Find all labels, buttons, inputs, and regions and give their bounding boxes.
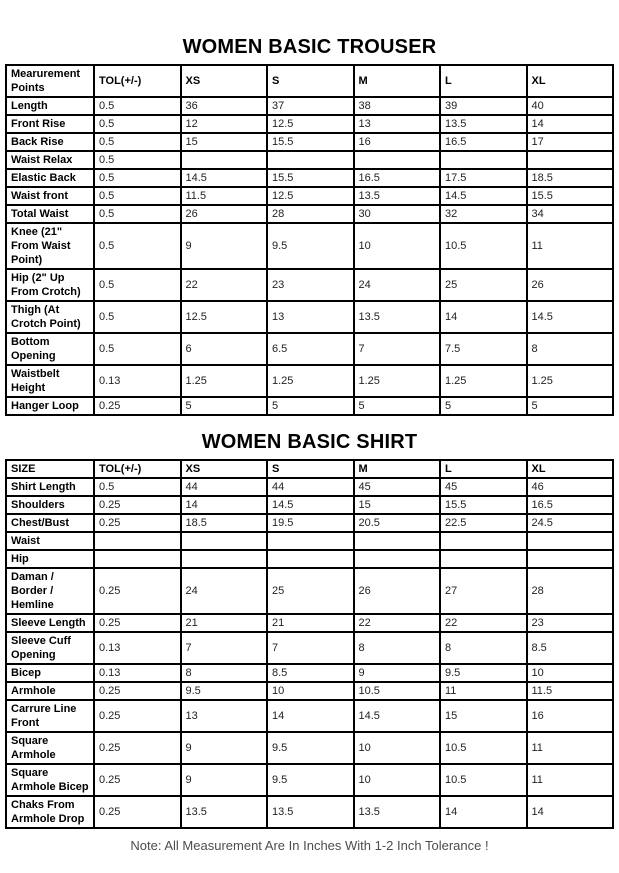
table-header-row: [6, 65, 613, 97]
value-cell: 0.25: [94, 614, 181, 632]
value-cell: 26: [527, 269, 614, 301]
value-cell: [440, 532, 527, 550]
value-cell: 32: [440, 205, 527, 223]
value-cell: 0.5: [94, 269, 181, 301]
row-label-cell: Waistbelt Height: [6, 365, 94, 397]
row-label-cell: Hip (2" Up From Crotch): [6, 269, 94, 301]
row-label-cell: Sleeve Length: [6, 614, 94, 632]
value-cell: 12: [181, 115, 268, 133]
value-cell: 13.5: [354, 796, 441, 828]
value-cell: 10: [354, 764, 441, 796]
value-cell: 25: [267, 568, 354, 614]
value-cell: 15.5: [527, 187, 614, 205]
value-cell: 0.5: [94, 97, 181, 115]
table-row: [6, 682, 613, 700]
value-cell: 14.5: [527, 301, 614, 333]
value-cell: 0.5: [94, 223, 181, 269]
value-cell: 37: [267, 97, 354, 115]
value-cell: [527, 550, 614, 568]
value-cell: 0.25: [94, 568, 181, 614]
value-cell: 21: [267, 614, 354, 632]
value-cell: 13.5: [181, 796, 268, 828]
value-cell: 24: [354, 269, 441, 301]
value-cell: 10.5: [440, 223, 527, 269]
value-cell: 15.5: [267, 169, 354, 187]
row-label-cell: Square Armhole: [6, 732, 94, 764]
table-row: [6, 550, 613, 568]
value-cell: 20.5: [354, 514, 441, 532]
value-cell: 10: [527, 664, 614, 682]
value-cell: 24: [181, 568, 268, 614]
value-cell: 14: [527, 115, 614, 133]
table-row: [6, 478, 613, 496]
value-cell: 14: [181, 496, 268, 514]
value-cell: 11: [440, 682, 527, 700]
value-cell: 8: [440, 632, 527, 664]
value-cell: 10.5: [440, 764, 527, 796]
value-cell: [267, 151, 354, 169]
value-cell: 13: [267, 301, 354, 333]
value-cell: 9.5: [267, 732, 354, 764]
table-row: [6, 532, 613, 550]
value-cell: 1.25: [267, 365, 354, 397]
row-label-cell: Waist front: [6, 187, 94, 205]
value-cell: 24.5: [527, 514, 614, 532]
table-header-cell: XS: [181, 460, 268, 478]
row-label-cell: Knee (21" From Waist Point): [6, 223, 94, 269]
value-cell: 39: [440, 97, 527, 115]
value-cell: 9.5: [440, 664, 527, 682]
value-cell: 27: [440, 568, 527, 614]
table-row: [6, 205, 613, 223]
shirt-table-title: WOMEN BASIC SHIRT: [201, 431, 418, 453]
value-cell: 15.5: [267, 133, 354, 151]
value-cell: 12.5: [267, 115, 354, 133]
value-cell: 6.5: [267, 333, 354, 365]
table-row: [6, 269, 613, 301]
value-cell: 9: [354, 664, 441, 682]
table-row: [6, 496, 613, 514]
table-header-cell: M: [354, 460, 441, 478]
value-cell: 15: [354, 496, 441, 514]
women-basic-shirt-table: [5, 459, 614, 829]
table-row: [6, 187, 613, 205]
value-cell: 10: [354, 223, 441, 269]
table-header-cell: XS: [181, 65, 268, 97]
row-label-cell: Front Rise: [6, 115, 94, 133]
value-cell: 0.5: [94, 133, 181, 151]
value-cell: 9: [181, 764, 268, 796]
value-cell: 7: [181, 632, 268, 664]
value-cell: 0.25: [94, 732, 181, 764]
value-cell: 25: [440, 269, 527, 301]
value-cell: 0.25: [94, 514, 181, 532]
value-cell: 23: [527, 614, 614, 632]
table-row: [6, 151, 613, 169]
value-cell: [354, 151, 441, 169]
value-cell: 12.5: [267, 187, 354, 205]
table-row: [6, 365, 613, 397]
value-cell: [94, 550, 181, 568]
value-cell: 15: [440, 700, 527, 732]
table-row: [6, 664, 613, 682]
row-label-cell: Thigh (At Crotch Point): [6, 301, 94, 333]
value-cell: 10: [354, 732, 441, 764]
value-cell: 0.5: [94, 187, 181, 205]
value-cell: 5: [440, 397, 527, 415]
value-cell: 0.25: [94, 397, 181, 415]
row-label-cell: Elastic Back: [6, 169, 94, 187]
row-label-cell: Length: [6, 97, 94, 115]
value-cell: [354, 550, 441, 568]
value-cell: 13: [181, 700, 268, 732]
value-cell: 15.5: [440, 496, 527, 514]
value-cell: 13.5: [267, 796, 354, 828]
row-label-cell: Sleeve Cuff Opening: [6, 632, 94, 664]
value-cell: 17: [527, 133, 614, 151]
value-cell: 34: [527, 205, 614, 223]
value-cell: [527, 532, 614, 550]
table-header-cell: L: [440, 65, 527, 97]
value-cell: 0.13: [94, 632, 181, 664]
value-cell: 45: [440, 478, 527, 496]
table-row: [6, 169, 613, 187]
table-header-cell: S: [267, 460, 354, 478]
value-cell: 10.5: [440, 732, 527, 764]
row-label-cell: Chest/Bust: [6, 514, 94, 532]
table-header-cell: Mearurement Points: [6, 65, 94, 97]
table-header-cell: XL: [527, 65, 614, 97]
value-cell: 11.5: [527, 682, 614, 700]
value-cell: 14.5: [267, 496, 354, 514]
value-cell: 12.5: [181, 301, 268, 333]
value-cell: 14: [440, 796, 527, 828]
table-row: [6, 700, 613, 732]
value-cell: 1.25: [440, 365, 527, 397]
value-cell: [440, 550, 527, 568]
value-cell: 5: [267, 397, 354, 415]
table-row: [6, 732, 613, 764]
value-cell: 9.5: [181, 682, 268, 700]
value-cell: 16.5: [354, 169, 441, 187]
table-header-cell: S: [267, 65, 354, 97]
table-row: [6, 796, 613, 828]
row-label-cell: Daman / Border / Hemline: [6, 568, 94, 614]
value-cell: 26: [181, 205, 268, 223]
value-cell: 0.5: [94, 169, 181, 187]
table-row: [6, 223, 613, 269]
value-cell: [181, 151, 268, 169]
table-header-cell: M: [354, 65, 441, 97]
value-cell: 11.5: [181, 187, 268, 205]
value-cell: 8.5: [267, 664, 354, 682]
value-cell: 1.25: [181, 365, 268, 397]
value-cell: 16.5: [440, 133, 527, 151]
value-cell: 13.5: [354, 301, 441, 333]
value-cell: 8.5: [527, 632, 614, 664]
value-cell: 13.5: [354, 187, 441, 205]
table-row: [6, 764, 613, 796]
table-header-cell: TOL(+/-): [94, 65, 181, 97]
value-cell: 28: [267, 205, 354, 223]
value-cell: 14.5: [440, 187, 527, 205]
value-cell: 1.25: [354, 365, 441, 397]
table-row: [6, 333, 613, 365]
value-cell: 19.5: [267, 514, 354, 532]
value-cell: 8: [181, 664, 268, 682]
value-cell: 0.5: [94, 478, 181, 496]
row-label-cell: Chaks From Armhole Drop: [6, 796, 94, 828]
value-cell: 5: [527, 397, 614, 415]
value-cell: 0.25: [94, 796, 181, 828]
value-cell: 30: [354, 205, 441, 223]
value-cell: 21: [181, 614, 268, 632]
value-cell: 0.5: [94, 115, 181, 133]
table-row: [6, 97, 613, 115]
value-cell: [527, 151, 614, 169]
tolerance-note: Note: All Measurement Are In Inches With 1-2 Inch Tolerance !: [130, 838, 489, 853]
value-cell: 14: [267, 700, 354, 732]
value-cell: 28: [527, 568, 614, 614]
value-cell: 16: [527, 700, 614, 732]
table-row: [6, 614, 613, 632]
value-cell: 13: [354, 115, 441, 133]
row-label-cell: Hip: [6, 550, 94, 568]
value-cell: 18.5: [527, 169, 614, 187]
value-cell: 22: [181, 269, 268, 301]
value-cell: 0.5: [94, 333, 181, 365]
value-cell: 11: [527, 764, 614, 796]
row-label-cell: Shoulders: [6, 496, 94, 514]
value-cell: 0.5: [94, 301, 181, 333]
value-cell: 11: [527, 223, 614, 269]
value-cell: 22: [440, 614, 527, 632]
trouser-table-title: WOMEN BASIC TROUSER: [182, 36, 437, 58]
table-header-cell: SIZE: [6, 460, 94, 478]
value-cell: 23: [267, 269, 354, 301]
row-label-cell: Bottom Opening: [6, 333, 94, 365]
row-label-cell: Shirt Length: [6, 478, 94, 496]
value-cell: 44: [267, 478, 354, 496]
value-cell: 0.25: [94, 764, 181, 796]
value-cell: 8: [354, 632, 441, 664]
row-label-cell: Back Rise: [6, 133, 94, 151]
row-label-cell: Armhole: [6, 682, 94, 700]
table-header-cell: L: [440, 460, 527, 478]
value-cell: 7.5: [440, 333, 527, 365]
value-cell: 26: [354, 568, 441, 614]
value-cell: 22.5: [440, 514, 527, 532]
value-cell: 17.5: [440, 169, 527, 187]
value-cell: 0.13: [94, 365, 181, 397]
value-cell: [440, 151, 527, 169]
value-cell: 8: [527, 333, 614, 365]
table-row: [6, 133, 613, 151]
table-row: [6, 514, 613, 532]
table-row: [6, 397, 613, 415]
value-cell: 0.25: [94, 496, 181, 514]
row-label-cell: Hanger Loop: [6, 397, 94, 415]
women-basic-trouser-table: [5, 64, 614, 416]
value-cell: 22: [354, 614, 441, 632]
row-label-cell: Waist Relax: [6, 151, 94, 169]
value-cell: 11: [527, 732, 614, 764]
value-cell: 16.5: [527, 496, 614, 514]
value-cell: [267, 550, 354, 568]
value-cell: 5: [354, 397, 441, 415]
value-cell: 7: [354, 333, 441, 365]
value-cell: 0.5: [94, 205, 181, 223]
value-cell: [94, 532, 181, 550]
value-cell: [181, 550, 268, 568]
value-cell: 9: [181, 732, 268, 764]
value-cell: 36: [181, 97, 268, 115]
value-cell: 9.5: [267, 223, 354, 269]
value-cell: 14: [440, 301, 527, 333]
row-label-cell: Bicep: [6, 664, 94, 682]
value-cell: 45: [354, 478, 441, 496]
value-cell: 15: [181, 133, 268, 151]
row-label-cell: Carrure Line Front: [6, 700, 94, 732]
value-cell: 10: [267, 682, 354, 700]
value-cell: 0.13: [94, 664, 181, 682]
value-cell: 9.5: [267, 764, 354, 796]
row-label-cell: Square Armhole Bicep: [6, 764, 94, 796]
value-cell: 16: [354, 133, 441, 151]
value-cell: 9: [181, 223, 268, 269]
table-row: [6, 301, 613, 333]
value-cell: 18.5: [181, 514, 268, 532]
value-cell: 46: [527, 478, 614, 496]
table-header-cell: XL: [527, 460, 614, 478]
value-cell: 0.25: [94, 682, 181, 700]
value-cell: 6: [181, 333, 268, 365]
value-cell: 14.5: [181, 169, 268, 187]
value-cell: 0.5: [94, 151, 181, 169]
value-cell: 0.25: [94, 700, 181, 732]
value-cell: 14.5: [354, 700, 441, 732]
table-row: [6, 568, 613, 614]
table-row: [6, 632, 613, 664]
value-cell: 13.5: [440, 115, 527, 133]
table-header-cell: TOL(+/-): [94, 460, 181, 478]
size-chart-page: [0, 36, 619, 853]
value-cell: 7: [267, 632, 354, 664]
row-label-cell: Waist: [6, 532, 94, 550]
value-cell: 1.25: [527, 365, 614, 397]
value-cell: [267, 532, 354, 550]
row-label-cell: Total Waist: [6, 205, 94, 223]
value-cell: 40: [527, 97, 614, 115]
table-header-row: [6, 460, 613, 478]
value-cell: 5: [181, 397, 268, 415]
value-cell: 14: [527, 796, 614, 828]
table-row: [6, 115, 613, 133]
value-cell: 38: [354, 97, 441, 115]
value-cell: 10.5: [354, 682, 441, 700]
value-cell: [354, 532, 441, 550]
value-cell: [181, 532, 268, 550]
value-cell: 44: [181, 478, 268, 496]
